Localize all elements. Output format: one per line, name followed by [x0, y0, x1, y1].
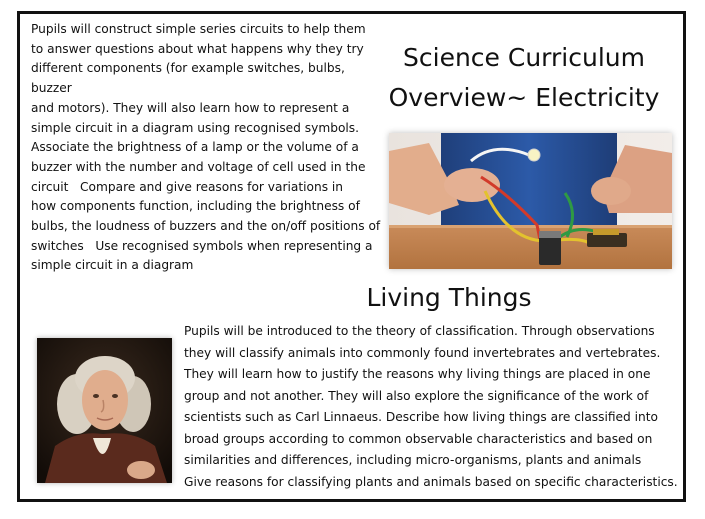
electricity-line: buzzer with the number and voltage of cell used in the [31, 159, 366, 174]
electricity-line: how components function, including the brightness of [31, 199, 360, 214]
circuit-photo [389, 133, 672, 269]
electricity-line: different components (for example switches, bulbs, buzzer [31, 61, 345, 96]
page-title [388, 38, 660, 118]
living-things-line: Give reasons for classifying plants and animals based on specific characteristics. [184, 474, 678, 489]
electricity-line: bulbs, the loudness of buzzers and the on/off positions of [31, 219, 381, 234]
title-line-1: Science Curriculum [403, 43, 645, 72]
living-things-line: broad groups according to common observable characteristics and based on [184, 431, 653, 446]
living-things-line: group and not another. They will also explore the significance of the work of [184, 388, 649, 403]
electricity-line: and motors). They will also learn how to represent a [31, 100, 350, 115]
electricity-line: circuit Compare and give reasons for variations in [31, 179, 344, 194]
electricity-line: switches Use recognised symbols when representing a [31, 238, 373, 253]
linnaeus-portrait [37, 338, 172, 483]
electricity-description [31, 20, 381, 276]
electricity-line: Associate the brightness of a lamp or the volume of a [31, 140, 359, 155]
circuit-photo-image [389, 133, 672, 269]
living-things-line: They will learn how to justify the reasons why living things are placed in one [184, 367, 651, 381]
electricity-line: simple circuit in a diagram [31, 258, 194, 273]
living-things-line: Pupils will be introduced to the theory of classification. Through observations [184, 324, 655, 338]
electricity-line: to answer questions about what happens why they try [31, 41, 364, 56]
living-things-heading: Living Things [366, 283, 532, 312]
electricity-line: simple circuit in a diagram using recognised symbols. [31, 120, 360, 135]
linnaeus-portrait-image [37, 338, 172, 483]
electricity-line: Pupils will construct simple series circuits to help them [31, 22, 366, 36]
living-things-line: scientists such as Carl Linnaeus. Describe how living things are classified into [184, 410, 658, 424]
living-things-line: they will classify animals into commonly found invertebrates and vertebrates. [184, 345, 661, 360]
living-things-line: similarities and differences, including micro-organisms, plants and animals [184, 453, 642, 467]
living-things-description [184, 321, 684, 493]
title-line-2: Overview~ Electricity [388, 83, 660, 112]
